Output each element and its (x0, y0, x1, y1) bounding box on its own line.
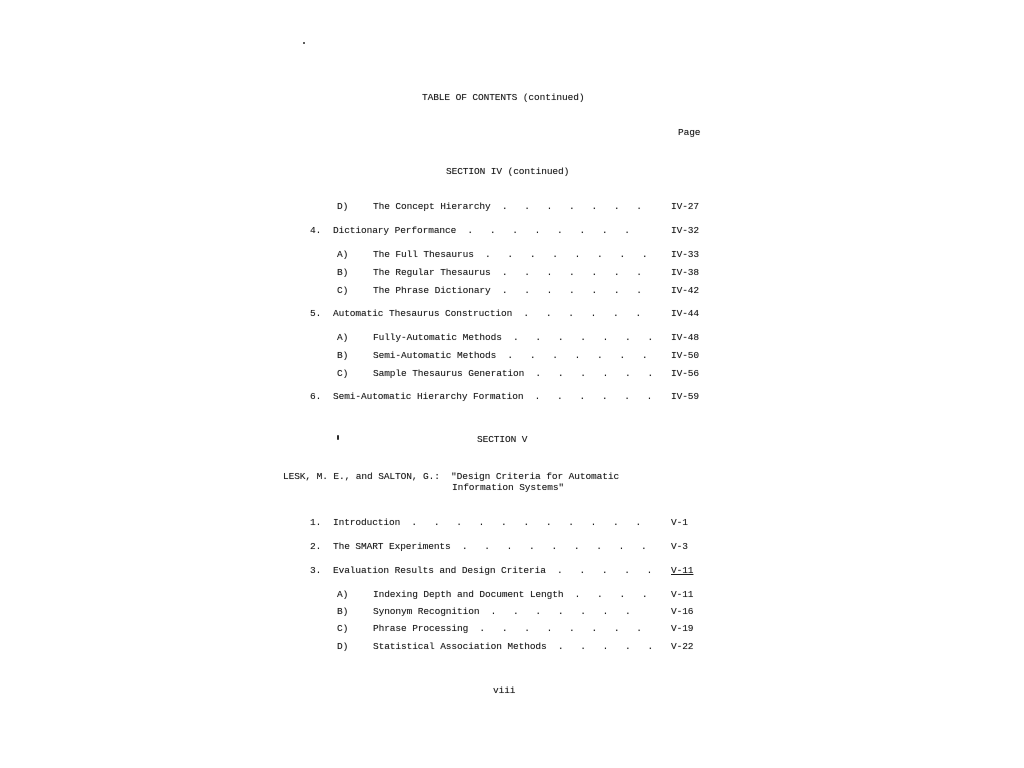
toc-item-number: D) (337, 641, 349, 652)
toc-row (310, 641, 711, 653)
toc-item-number: 2. (310, 541, 322, 552)
toc-item-number: B) (337, 606, 349, 617)
toc-page-number: IV-50 (671, 350, 700, 361)
dot-leader: . . . . . . (523, 391, 653, 402)
toc-row (310, 225, 711, 237)
toc-row (310, 368, 711, 380)
dot-leader: . . . . (563, 589, 648, 600)
toc-item-number: C) (337, 623, 349, 634)
toc-page-number: IV-32 (671, 225, 700, 236)
toc-page-number: V-11 (671, 589, 694, 600)
authors-reference-line2: Information Systems" (452, 482, 565, 493)
toc-row (310, 308, 711, 320)
toc-row (310, 623, 711, 635)
toc-item-label: The Concept Hierarchy (373, 201, 491, 212)
toc-page-number: IV-33 (671, 249, 700, 260)
toc-row (310, 201, 711, 213)
toc-item-label: The Full Thesaurus (373, 249, 474, 260)
toc-item-number: B) (337, 350, 349, 361)
toc-row (310, 565, 711, 577)
toc-row (310, 589, 711, 601)
toc-page-number: V-22 (671, 641, 694, 652)
toc-item-number: 4. (310, 225, 322, 236)
dot-leader: . . . . . . . (501, 332, 654, 343)
dot-leader: . . . . . . . . . (450, 541, 647, 552)
toc-item-label: Dictionary Performance (333, 225, 457, 236)
dot-leader: . . . . . . . (490, 285, 642, 296)
toc-item-label: The SMART Experiments (333, 541, 451, 552)
scan-speck (337, 435, 339, 440)
dot-leader: . . . . . . . (490, 201, 642, 212)
toc-item-number: A) (337, 249, 349, 260)
toc-page-number: IV-27 (671, 201, 700, 212)
toc-page-number: IV-56 (671, 368, 700, 379)
toc-page-number: IV-44 (671, 308, 700, 319)
toc-item-number: 3. (310, 565, 322, 576)
toc-item-number: B) (337, 267, 349, 278)
toc-item-number: C) (337, 285, 349, 296)
toc-item-label: Fully-Automatic Methods (373, 332, 502, 343)
toc-page-number: V-1 (671, 517, 688, 528)
dot-leader: . . . . . . . (479, 606, 631, 617)
toc-row (310, 350, 711, 362)
toc-item-number: A) (337, 332, 349, 343)
scan-speck (303, 42, 305, 44)
toc-item-number: A) (337, 589, 349, 600)
toc-row (310, 267, 711, 279)
toc-row (310, 391, 711, 403)
toc-item-label: Automatic Thesaurus Construction (333, 308, 513, 319)
toc-item-label: Semi-Automatic Methods (373, 350, 497, 361)
toc-row (310, 332, 711, 344)
toc-item-label: Evaluation Results and Design Criteria (333, 565, 546, 576)
toc-row (310, 541, 711, 553)
toc-item-label: The Regular Thesaurus (373, 267, 491, 278)
dot-leader: . . . . . (545, 565, 653, 576)
dot-leader: . . . . . . . (490, 267, 642, 278)
toc-page-number: IV-38 (671, 267, 700, 278)
section-heading-v: SECTION V (477, 434, 528, 445)
authors-reference-line1: LESK, M. E., and SALTON, G.: "Design Criteria for Automatic (283, 471, 620, 482)
section-heading-iv: SECTION IV (continued) (446, 166, 570, 177)
toc-row (310, 606, 711, 618)
dot-leader: . . . . . . . . (468, 623, 642, 634)
toc-row (310, 285, 711, 297)
toc-item-label: The Phrase Dictionary (373, 285, 491, 296)
page-title: TABLE OF CONTENTS (continued) (422, 92, 585, 103)
dot-leader: . . . . . . . (496, 350, 648, 361)
toc-item-number: C) (337, 368, 349, 379)
dot-leader: . . . . . . . . (473, 249, 648, 260)
page-column-label: Page (678, 127, 701, 138)
toc-item-label: Sample Thesaurus Generation (373, 368, 525, 379)
dot-leader: . . . . . . . . (456, 225, 630, 236)
toc-page-number: IV-59 (671, 391, 700, 402)
toc-item-number: 6. (310, 391, 322, 402)
toc-item-label: Phrase Processing (373, 623, 469, 634)
folio-page-number: viii (493, 685, 516, 696)
toc-page-number: V-16 (671, 606, 694, 617)
toc-page-number: IV-42 (671, 285, 700, 296)
toc-item-number: 1. (310, 517, 322, 528)
toc-item-number: 5. (310, 308, 322, 319)
toc-page-number: V-19 (671, 623, 694, 634)
toc-item-label: Semi-Automatic Hierarchy Formation (333, 391, 524, 402)
toc-page-number: V-3 (671, 541, 688, 552)
toc-page-number: IV-48 (671, 332, 700, 343)
toc-item-label: Statistical Association Methods (373, 641, 547, 652)
toc-page-number: V-11 (671, 565, 694, 576)
dot-leader: . . . . . (546, 641, 654, 652)
dot-leader: . . . . . . (524, 368, 654, 379)
toc-item-label: Introduction (333, 517, 401, 528)
dot-leader: . . . . . . . . . . . (400, 517, 642, 528)
dot-leader: . . . . . . (512, 308, 642, 319)
toc-item-label: Synonym Recognition (373, 606, 480, 617)
toc-row (310, 517, 711, 529)
toc-item-number: D) (337, 201, 349, 212)
toc-row (310, 249, 711, 261)
toc-item-label: Indexing Depth and Document Length (373, 589, 564, 600)
